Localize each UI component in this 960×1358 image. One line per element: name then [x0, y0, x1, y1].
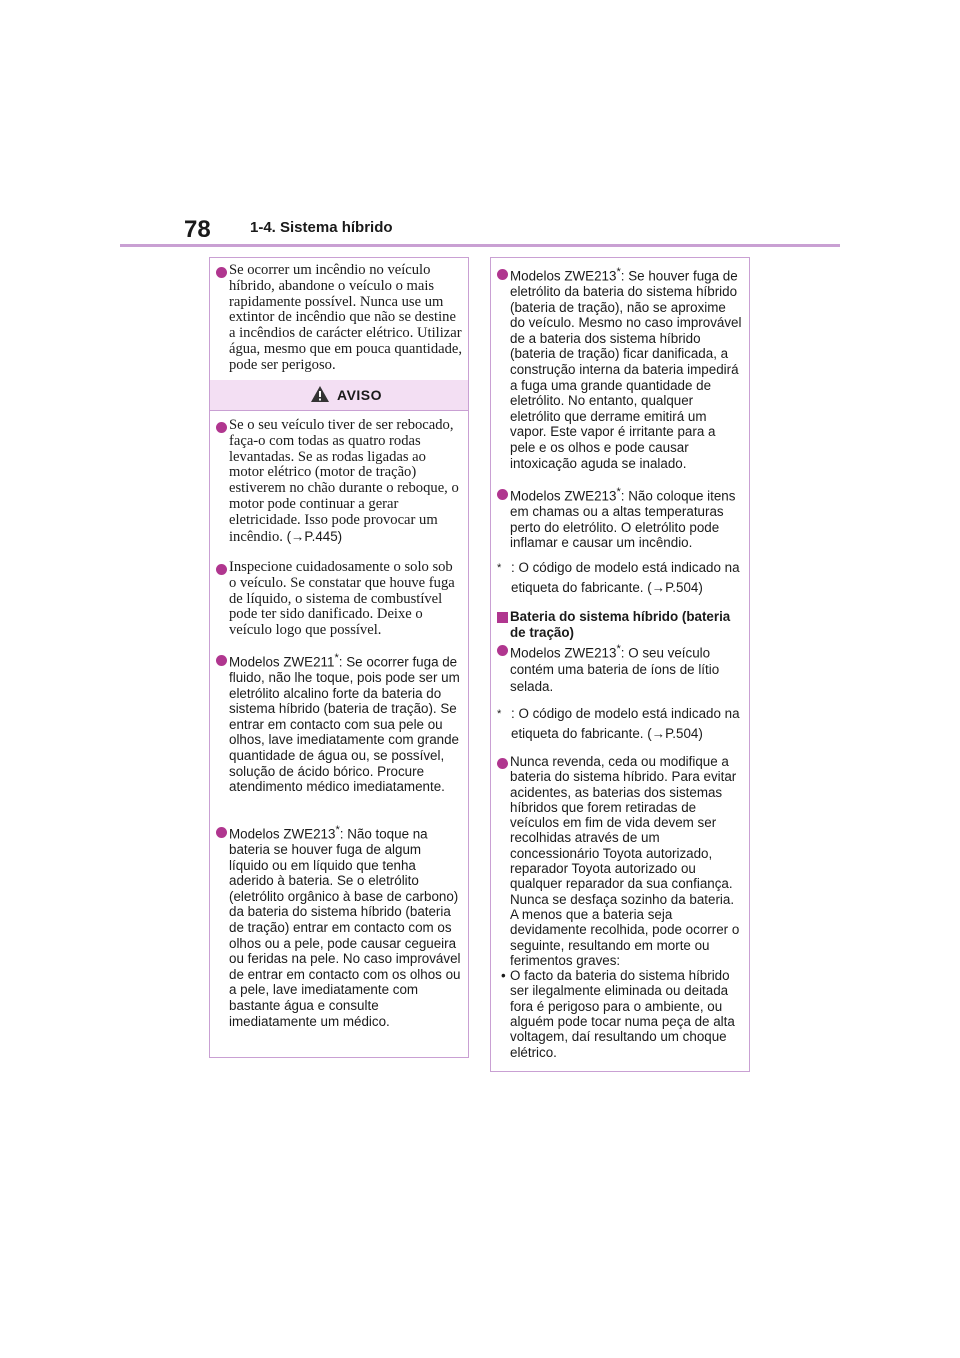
footnote-marker: *: [616, 643, 621, 655]
list-item: Se o seu veículo tiver de ser rebocado, faça-o com todas as quatro rodas levantadas. Se as rodas ligadas ao motor elétrico (motor de tração) estiverem no chão durante o reboque, o motor pode continuar a gerar eletricidade. Isso pode provocar um incêndio. (→P.445): [216, 418, 462, 545]
footnote-marker: *: [497, 708, 502, 720]
left-warning-box: [209, 257, 469, 1058]
dash-item: • O facto da bateria do sistema híbrido ser ilegalmente eliminada ou deitada fora é perigoso para o ambiente, ou alguém pode tocar numa peça de alta voltagem, daí resultando um choque elétrico.: [501, 968, 735, 1060]
section-heading: Bateria do sistema híbrido (bateria de tração): [497, 609, 743, 640]
bullet-icon: [216, 827, 227, 838]
list-item: Modelos ZWE213*: Se houver fuga de eletrólito da bateria do sistema híbrido (bateria de tração), não se aproxime do veículo. Mesmo no caso improvável de a bateria dos sistema híbrido (bateria de tração) ficar danificada, a construção interna da bateria impedirá a fuga uma grande quantidade de eletrólito. No entanto, qualquer eletrólito que derrame emitirá um vapor. Este vapor é irritante para a pele e os olhos e pode causar intoxicação aguda se inalado.: [497, 265, 743, 471]
list-item: Modelos ZWE213*: Não toque na bateria se houver fuga de algum líquido ou em líquido que tenha aderido à bateria. Se o eletrólito (eletrólito orgânico à base de carbono) da bateria do sistema híbrido (bateria de tração) entrar em contacto com os olhos ou a pele, pode causar cegueira ou feridas na pele. No caso improvável de entrar em contacto com os olhos ou a pele, lave imediatamente com bastante água e consulte imediatamente um médico.: [216, 823, 462, 1029]
footnote: * : O código de modelo está indicado na etiqueta do fabricante. (→P.504): [497, 560, 740, 595]
bullet-icon: [216, 267, 227, 278]
aviso-title: AVISO: [337, 387, 383, 403]
bullet-icon: [497, 758, 508, 769]
bullet-icon: [216, 422, 227, 433]
dash-marker: •: [501, 968, 506, 984]
bullet-icon: [497, 645, 508, 656]
list-item: Se ocorrer um incêndio no veículo híbrido, abandone o veículo o mais rapidamente possível. Nunca use um extintor de incêndio que não se destine a incêndios de carácter elétrico. Utilizar água, mesmo que em pouca quantidade, pode ser perigoso.: [216, 263, 462, 374]
aviso-band: [210, 380, 468, 411]
footnote-marker: *: [616, 266, 621, 278]
square-bullet-icon: [497, 612, 508, 623]
list-item: Modelos ZWE211*: Se ocorrer fuga de fluido, não lhe toque, pois pode ser um eletrólito alcalino forte da bateria do sistema híbrido (bateria de tração). Se entrar em contacto com sua pele ou olhos, lave imediatamente com grande quantidade de água ou, se possível, solução de ácido bórico. Procure atendimento médico imediatamente.: [216, 651, 462, 795]
list-item: Inspecione cuidadosamente o solo sob o veículo. Se constatar que houve fuga de líquido, o sistema de combustível pode ter sido danificado. Deixe o veículo logo que possível.: [216, 560, 462, 639]
section-title: 1-4. Sistema híbrido: [250, 219, 393, 236]
footnote: * : O código de modelo está indicado na etiqueta do fabricante. (→P.504): [497, 706, 740, 741]
list-item: Modelos ZWE213*: Não coloque itens em chamas ou a altas temperaturas perto do eletrólito. O eletrólito pode inflamar e causar um incêndio.: [497, 485, 743, 551]
list-item: Nunca revenda, ceda ou modifique a bateria do sistema híbrido. Para evitar acidentes, as baterias dos sistemas híbridos que forem retiradas de veículos em fim de vida devem ser recolhidas através de um concessionário Toyota autorizado, reparador Toyota autorizado ou qualquer reparador da sua confiança. Nunca se desfaça sozinho da bateria. A menos que a bateria seja devidamente recolhida, pode ocorrer o seguinte, resultando em morte ou ferimentos graves: • O facto da bateria do sistema híbrido ser ilegalmente eliminada ou deitada fora é perigoso para o ambiente, ou alguém pode tocar numa peça de alta voltagem, daí resultando um choque elétrico.: [497, 754, 743, 1060]
header-rule: [120, 244, 840, 247]
page-reference: (→P.504): [647, 580, 703, 595]
footnote-marker: *: [616, 486, 621, 498]
page-number: 78: [184, 216, 211, 243]
bullet-icon: [497, 269, 508, 280]
page-reference: (→P.504): [647, 726, 703, 741]
right-warning-box: [490, 257, 750, 1072]
warning-triangle-icon: [310, 385, 330, 403]
bullet-icon: [216, 564, 227, 575]
page-reference: (→P.445): [286, 528, 343, 544]
list-item: Modelos ZWE213*: O seu veículo contém uma bateria de íons de lítio selada.: [497, 641, 743, 695]
footnote-marker: *: [334, 652, 339, 664]
bullet-icon: [216, 655, 227, 666]
footnote-marker: *: [335, 824, 340, 836]
bullet-icon: [497, 489, 508, 500]
footnote-marker: *: [497, 562, 502, 574]
